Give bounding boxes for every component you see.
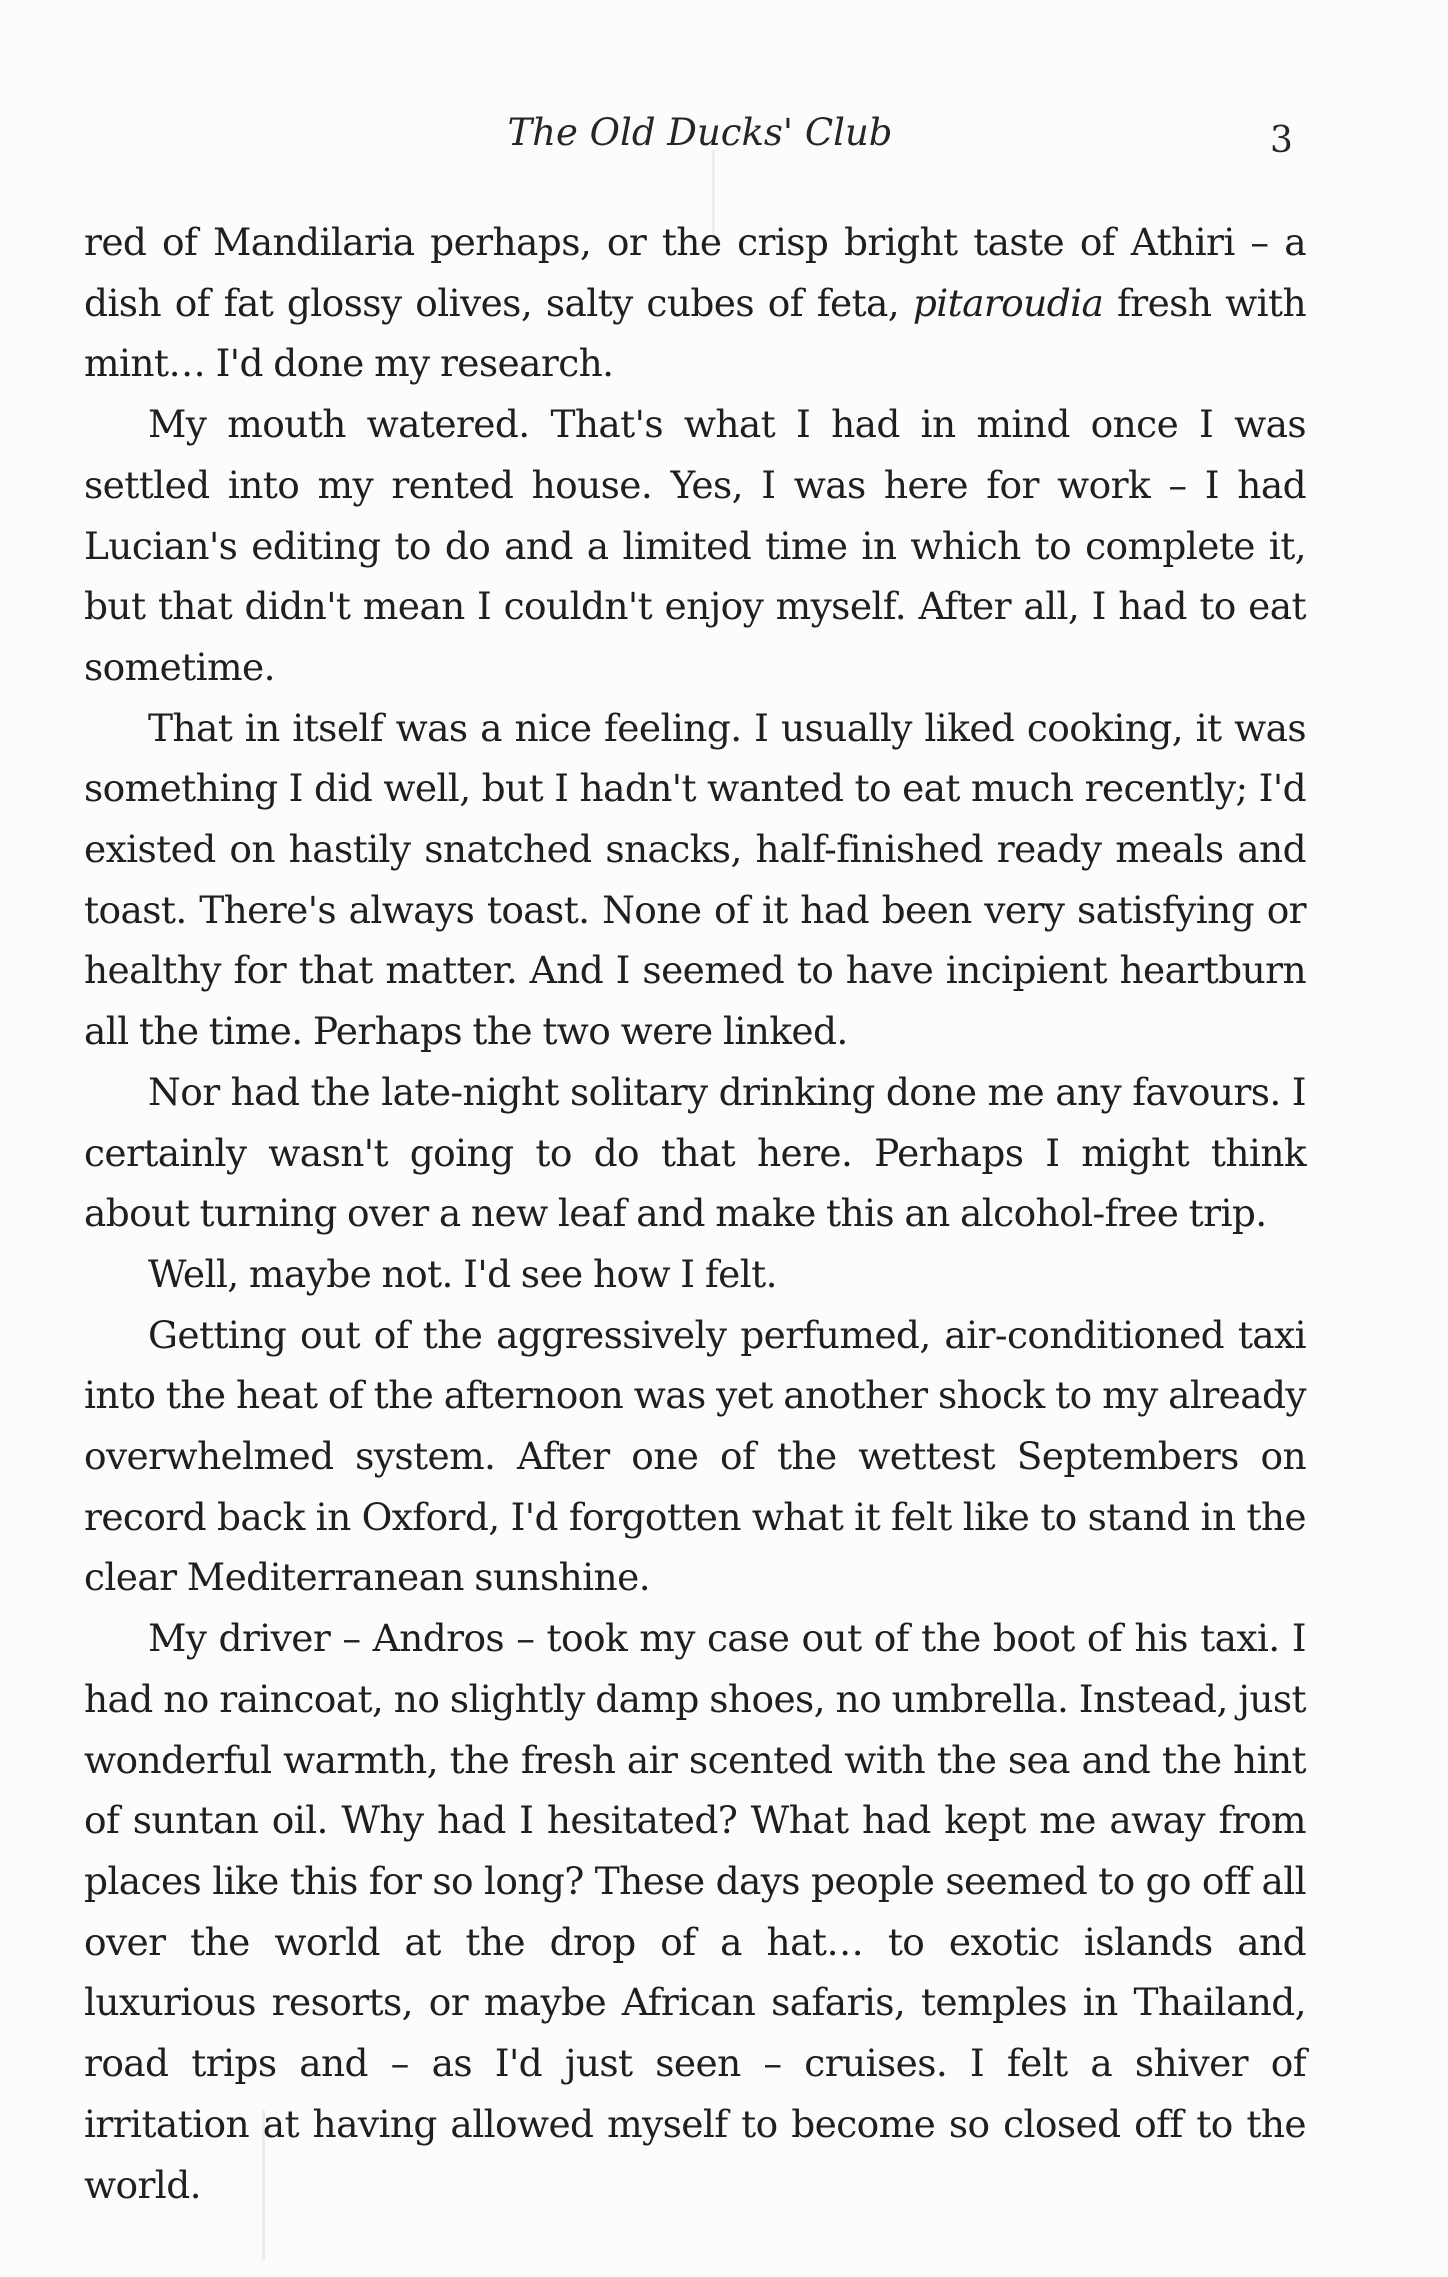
paragraph: My driver – Andros – took my case out of the boot of his taxi. I had no raincoat, no slightly damp shoes, no umbrella. Instead, just wonderful warmth, the fresh air scented with the sea and the hint of suntan oil. Why had I hesitated? What had kept me away from places like this for so long? These days people seemed to go off all over the world at the drop of a hat… to exotic islands and luxurious resorts, or maybe African safaris, temples in Thailand, road trips and – as I'd just seen – cruises. I felt a shiver of irritation at having allowed myself to become so closed off to the world.: [84, 1616, 1306, 2207]
paragraph: [84, 212, 1306, 394]
paragraph-text: red of Mandilaria perhaps, or the crisp bright taste of Athiri – a dish of fat glossy olives, salty cubes of feta,: [84, 220, 1306, 325]
paragraph: Nor had the late-night solitary drinking done me any favours. I certainly wasn't going to do that here. Perhaps I might think about turning over a new leaf and make this an alcohol-free trip.: [84, 1069, 1306, 1236]
paragraph: That in itself was a nice feeling. I usually liked cooking, it was something I did well, but I hadn't wanted to eat much recently; I'd existed on hastily snatched snacks, half-finished ready meals and toast. There's always toast. None of it had been very satisfying or healthy for that matter. And I seemed to have incipient heartburn all the time. Perhaps the two were linked.: [84, 705, 1306, 1054]
paragraph: Getting out of the aggressively perfumed, air-conditioned taxi into the heat of the afternoon was yet another shock to my already overwhelmed system. After one of the wettest Septembers on record back in Oxford, I'd forgotten what it felt like to stand in the clear Mediterranean sunshine.: [84, 1312, 1306, 1600]
paragraph: My mouth watered. That's what I had in mind once I was settled into my rented house. Yes, I was here for work – I had Lucian's editing to do and a limited time in which to complete it, but that didn't mean I couldn't enjoy myself. After all, I had to eat sometime.: [84, 402, 1306, 689]
paragraph-text: fresh with mint… I'd done my research.: [84, 280, 1306, 386]
running-head: [0, 108, 1448, 161]
body-text: [84, 212, 1306, 2215]
book-title: The Old Ducks' Club: [507, 111, 893, 154]
italic-term: pitaroudia: [912, 280, 1104, 325]
paragraph: Well, maybe not. I'd see how I felt.: [148, 1251, 777, 1296]
page-number: 3: [1270, 120, 1293, 161]
